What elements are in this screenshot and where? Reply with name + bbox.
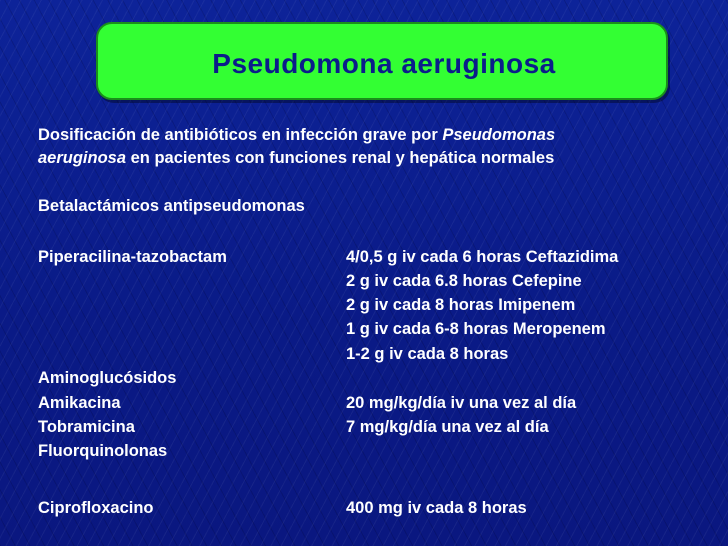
dose-line-5: 1-2 g iv cada 8 horas	[346, 345, 509, 363]
dose-line-2: 2 g iv cada 6.8 horas Cefepine	[346, 272, 582, 290]
title-banner	[96, 22, 668, 100]
section-aminoglucosidos: Aminoglucósidos	[38, 369, 177, 387]
drug-tobramicina: Tobramicina	[38, 418, 135, 436]
slide-title: Pseudomona aeruginosa	[212, 48, 556, 79]
dose-line-4: 1 g iv cada 6-8 horas Meropenem	[346, 320, 606, 338]
section-fluorquinolonas: Fluorquinolonas	[38, 442, 168, 460]
dose-amikacina: 20 mg/kg/día iv una vez al día	[346, 394, 577, 412]
intro-line-2	[38, 147, 555, 170]
drug-ciprofloxacino: Ciprofloxacino	[38, 499, 154, 517]
drug-amikacina: Amikacina	[38, 394, 121, 412]
drug-piperacilina: Piperacilina-tazobactam	[38, 248, 227, 266]
intro-line-1	[38, 124, 555, 147]
section-betalactamicos: Betalactámicos antipseudomonas	[38, 197, 305, 215]
intro-line-1-italic: Pseudomonas	[442, 126, 556, 144]
dose-ciprofloxacino: 400 mg iv cada 8 horas	[346, 499, 527, 517]
intro-line-2-italic: aeruginosa	[38, 149, 127, 167]
intro-line-2-text: en pacientes con funciones renal y hepática normales	[126, 149, 555, 167]
dose-line-1: 4/0,5 g iv cada 6 horas Ceftazidima	[346, 248, 619, 266]
dose-tobramicina: 7 mg/kg/día una vez al día	[346, 418, 549, 436]
dose-line-3: 2 g iv cada 8 horas Imipenem	[346, 296, 576, 314]
intro-paragraph	[38, 124, 555, 170]
intro-line-1-text: Dosificación de antibióticos en infección grave por	[38, 126, 443, 144]
